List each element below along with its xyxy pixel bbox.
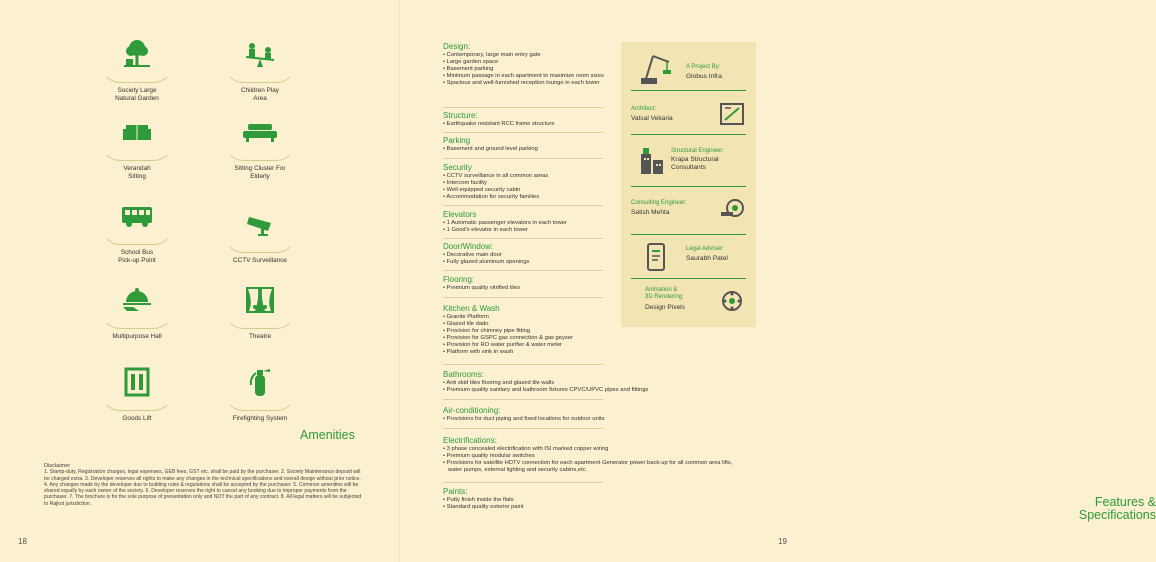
spec-electrifications: [443, 436, 733, 474]
spec-item: • Provisions for satellite HDTV connection for each apartment Generator power back-up for all common area lifts, water pumps, external lighting and security cabins,etc.: [443, 460, 733, 474]
spec-heading: Design:: [443, 42, 471, 51]
team-role: Architect:: [631, 106, 657, 112]
spec-heading: Air-conditioning:: [443, 406, 501, 415]
amenity-goods-lift: [82, 362, 192, 423]
spec-heading: Door/Window:: [443, 242, 494, 251]
cctv-icon: [205, 204, 315, 244]
spec-item: • Basement parking: [443, 66, 623, 73]
team-animation: [631, 282, 746, 322]
spec-heading: Electrifications:: [443, 436, 497, 445]
spec-item: • 3 phase concealed electrification with ISI marked copper wiring: [443, 446, 733, 453]
spec-air-conditioning: [443, 406, 733, 423]
theatre-icon: [205, 280, 315, 320]
amenity-multipurpose-hall: [82, 280, 192, 341]
measuring-tape-icon: [719, 198, 745, 225]
amenity-label: Firefighting System: [232, 415, 288, 422]
spec-flooring: [443, 275, 623, 292]
left-page: [0, 0, 400, 562]
spec-heading: Parking: [443, 136, 471, 145]
amenity-label: Theatre: [248, 333, 272, 340]
divider: [631, 234, 746, 235]
spec-bathrooms: [443, 370, 733, 394]
team-name: Krapa Structural Consultants: [671, 156, 719, 171]
page-number-right: 19: [778, 537, 787, 546]
amenities-title: Amenities: [300, 428, 355, 442]
spec-item: • Intercom facility: [443, 180, 623, 187]
spec-item: • 1 Automatic passenger elevators in each tower: [443, 220, 623, 227]
spec-item: • Accommodation for security families: [443, 194, 623, 201]
spec-heading: Flooring:: [443, 275, 475, 284]
spec-item: • Large garden space: [443, 59, 623, 66]
team-role: Legal Adviser:: [686, 246, 724, 252]
divider: [631, 134, 746, 135]
spec-item: • Spacious and well-furnished reception lounge in each tower: [443, 80, 618, 87]
team-name: Globus Infra: [686, 73, 722, 80]
team-name: Vatsal Vekaria: [631, 115, 673, 122]
team-name: Saurabh Patel: [686, 255, 728, 262]
amenity-label: Children Play Area: [240, 87, 279, 102]
spec-item: • Minimum passage in each apartment to maximize room sizes: [443, 73, 618, 80]
spec-kitchen-wash: [443, 304, 623, 355]
divider: [443, 399, 603, 400]
spec-item: • Platform with sink in wash: [443, 349, 623, 356]
divider: [443, 482, 603, 483]
legal-phone-icon: [645, 242, 667, 277]
amenity-label: CCTV Surveillance: [233, 257, 287, 264]
amenity-label: Multipurpose Hall: [112, 333, 162, 340]
amenity-verandah: [82, 112, 192, 181]
team-structural-engineer: [631, 138, 746, 184]
seating-cluster-icon: [205, 112, 315, 152]
divider: [443, 238, 603, 239]
divider: [443, 158, 603, 159]
spec-item: • Fully glazed aluminum openings: [443, 259, 623, 266]
spec-item: • Decorative main door: [443, 252, 623, 259]
team-role: Structural Engineer:: [671, 148, 725, 154]
divider: [443, 297, 603, 298]
divider: [631, 186, 746, 187]
spec-heading: Paints:: [443, 487, 468, 496]
buildings-icon: [639, 146, 665, 181]
render-icon: [721, 290, 743, 317]
divider: [443, 107, 603, 108]
seesaw-icon: [205, 34, 315, 74]
amenity-theatre: [205, 280, 315, 341]
fire-extinguisher-icon: [205, 362, 315, 402]
features-title-line1: Features &: [1094, 495, 1156, 509]
team-legal-adviser: [631, 238, 746, 278]
spec-item: • Granite Platform: [443, 314, 623, 321]
spec-item: • Basement and ground level parking: [443, 146, 623, 153]
bus-icon: [82, 196, 192, 236]
sofa-icon: [82, 112, 192, 152]
features-title: [1076, 496, 1156, 522]
team-project-by: [631, 50, 746, 90]
spec-item: • Premium quality sanitary and bathroom fixtures CPVC/UPVC pipes and fittings: [443, 387, 733, 394]
spec-item: • 1 Good's elevator in each tower: [443, 227, 623, 234]
divider: [631, 90, 746, 91]
team-name: Design Pixels: [645, 304, 685, 311]
spec-door-window: [443, 242, 623, 266]
team-role: Consulting Engineer:: [631, 200, 687, 206]
spec-design: [443, 42, 623, 87]
amenity-elderly-sitting: [205, 112, 315, 181]
amenity-firefighting: [205, 362, 315, 423]
spec-item: • Provisions for duct piping and fixed locations for outdoor units: [443, 416, 733, 423]
divider: [443, 270, 603, 271]
team-name: Satish Mehta: [631, 209, 670, 216]
cloche-icon: [82, 280, 192, 320]
spec-security: [443, 163, 623, 201]
spec-elevators: [443, 210, 623, 234]
team-role: Animation & 3D Rendering:: [645, 287, 684, 300]
spec-item: • Premium quality vitrified tiles: [443, 285, 623, 292]
spec-item: • CCTV surveillance in all common areas: [443, 173, 623, 180]
tree-icon: [82, 34, 192, 74]
crane-icon: [639, 52, 671, 91]
team-consulting-engineer: [631, 192, 746, 232]
spec-item: • Provision for RO water purifier & water meter: [443, 342, 623, 349]
amenity-label: School Bus Pick-up Point: [118, 249, 156, 264]
amenity-label: Verandah Sitting: [123, 165, 151, 180]
team-architect: [631, 94, 746, 132]
spec-structure: [443, 111, 623, 128]
disclaimer-heading: Disclaimer: [44, 463, 71, 469]
spec-item: • Provision for GSPC gas connection & gas geyser: [443, 335, 623, 342]
spec-heading: Kitchen & Wash: [443, 304, 500, 313]
team-role: A Project By:: [686, 64, 721, 70]
project-team-panel: [621, 42, 756, 327]
divider: [443, 132, 603, 133]
amenity-label: Sitting Cluster For Elderly: [234, 165, 286, 180]
divider: [443, 364, 603, 365]
spec-item: • Provision for chimney pipe fitting: [443, 328, 623, 335]
disclaimer: [44, 463, 362, 507]
spec-heading: Security: [443, 163, 472, 172]
spec-item: • Anti skid tiles flooring and glazed tile walls: [443, 380, 733, 387]
amenity-school-bus: [82, 196, 192, 265]
amenity-cctv: [205, 204, 315, 265]
amenity-natural-garden: [82, 34, 192, 103]
lift-icon: [82, 362, 192, 402]
spec-item: • Putty finish inside the flats: [443, 497, 623, 504]
spec-parking: [443, 136, 623, 153]
spec-paints: [443, 487, 623, 511]
divider: [631, 278, 746, 279]
divider: [443, 428, 603, 429]
spec-heading: Structure:: [443, 111, 478, 120]
amenity-label: Society Large Natural Garden: [115, 87, 159, 102]
spec-item: • Well equipped security cabin: [443, 187, 623, 194]
amenity-label: Goods Lift: [122, 415, 152, 422]
spec-item: • Standard quality exterior paint: [443, 504, 623, 511]
disclaimer-text: 1. Stamp-duty, Registration charges, legal expenses, GEB fees, GST etc. shall be paid by the purchaser. 2. Society Maintenance deposit will be charged extra. 3. Developer reserves all rights to make any changes in the technical specifications and overall design without prior notice. 4. Any changes made by the developer due to building rules & regulations shall be accepted by the purchaser. 5. Common amenities will be shared equally by each owner of the society. 6. Developer reserves the right to cancel any booking due to improper payments from the purchaser. 7. The brochure is for the sole purpose of presentation only and NOT the part of any contract. 8. All legal matters will be subjected to Rajkot jurisdiction.: [44, 469, 362, 507]
page-number-left: 18: [18, 537, 27, 546]
spec-item: • Glazed tile dado: [443, 321, 623, 328]
spec-heading: Bathrooms:: [443, 370, 484, 379]
spec-heading: Elevators: [443, 210, 477, 219]
spec-item: • Contemporary, large main entry gate: [443, 52, 623, 59]
spec-item: • Earthquake resistant RCC frame structure: [443, 121, 623, 128]
blueprint-icon: [719, 102, 745, 131]
features-title-line2: Specifications: [1078, 508, 1156, 522]
amenity-children-play: [205, 34, 315, 103]
spec-item: • Premium quality modular switches: [443, 453, 733, 460]
divider: [443, 205, 603, 206]
